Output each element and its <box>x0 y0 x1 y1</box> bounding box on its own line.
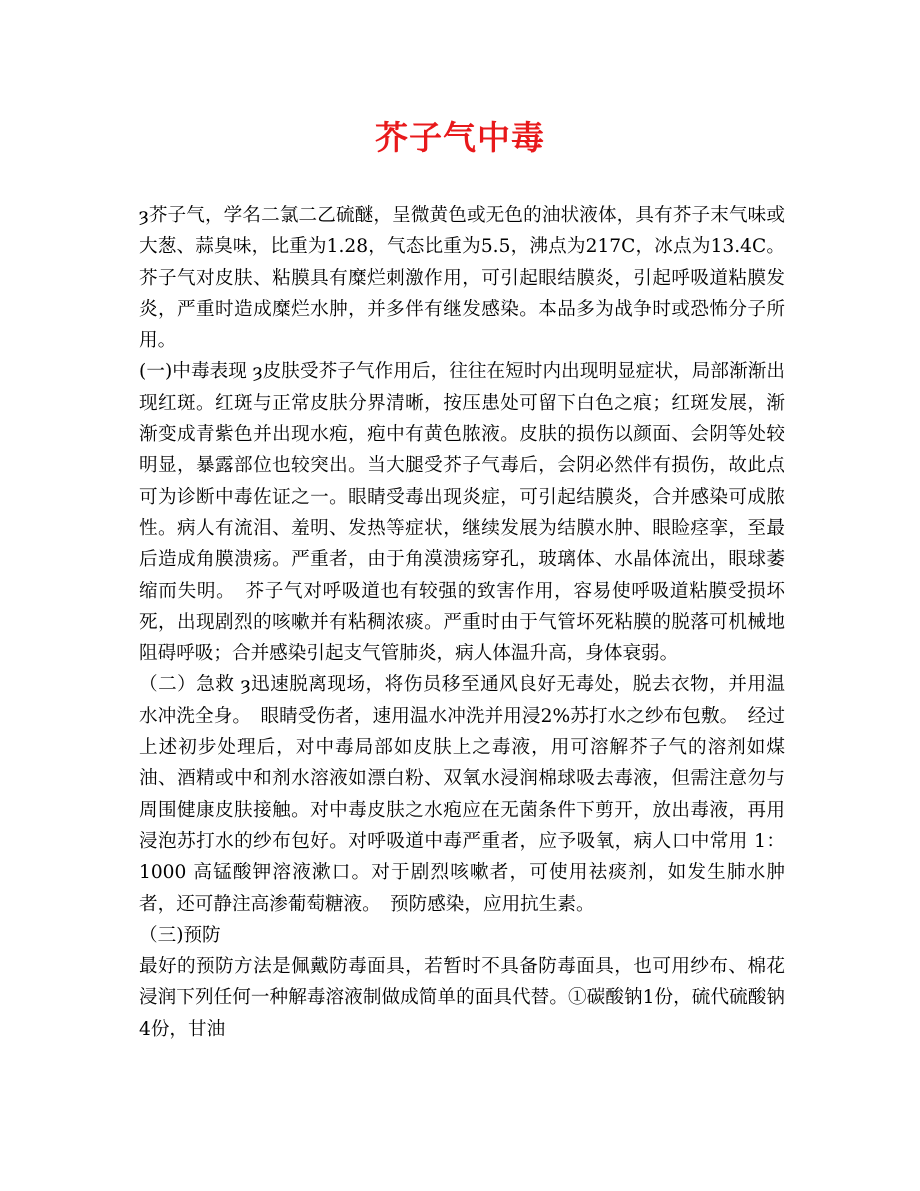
document-title: 芥子气中毒 <box>375 118 545 157</box>
document-body <box>139 200 785 1045</box>
paragraph-intro: ȝ芥子气，学名二氯二乙硫醚，呈微黄色或无色的油状液体，具有芥子末气味或大葱、蒜臭味，比重为1.28，气态比重为5.5，沸点为217C，冰点为13.4C。芥子气对皮肤、粘膜具有糜烂刺激作用，可引起眼结膜炎，引起呼吸道粘膜发炎，严重时造成糜烂水肿，并多伴有继发感染。本品多为战争时或恐怖分子所用。 <box>139 205 785 352</box>
section-heading-prevention: （三)预防 <box>139 924 221 946</box>
paragraph-prevention: 最好的预防方法是佩戴防毒面具，若暂时不具备防毒面具，也可用纱布、棉花浸润下列任何一种解毒溶液制做成简单的面具代替。①碳酸钠1份，硫代硫酸钠4份，甘油 <box>139 956 785 1040</box>
paragraph-symptoms: (一)中毒表现 ȝ皮肤受芥子气作用后，往往在短时内出现明显症状，局部渐渐出现红斑。红斑与正常皮肤分界清晰，按压患处可留下白色之痕；红斑发展，渐渐变成青紫色并出现水疱，疱中有黄色脓液。皮肤的损伤以颜面、会阴等处较明显，暴露部位也较突出。当大腿受芥子气毒后，会阴必然伴有损伤，故此点可为诊断中毒佐证之一。眼睛受毒出现炎症，可引起结膜炎，合并感染可成脓性。病人有流泪、羞明、发热等症状，继续发展为结膜水肿、眼睑痉挛，至最后造成角膜溃疡。严重者，由于角漠溃疡穿孔，玻璃体、水晶体流出，眼球萎缩而失明。 芥子气对呼吸道也有较强的致害作用，容易使呼吸道粘膜受损坏死，出现剧烈的咳嗽并有粘稠浓痰。严重时由于气管坏死粘膜的脱落可机械地阻碍呼吸；合并感染引起支气管肺炎，病人体温升高，身体衰弱。 <box>139 361 785 665</box>
paragraph-first-aid: （二）急救 ȝ迅速脱离现场，将伤员移至通风良好无毒处，脱去衣物，并用温水冲洗全身。 眼睛受伤者，速用温水冲洗并用浸2%苏打水之纱布包敷。 经过上述初步处理后，对中毒局部如皮肤上之毒液，用可溶解芥子气的溶剂如煤油、酒精或中和剂水溶液如漂白粉、双氧水浸润棉球吸去毒液，但需注意勿与周围健康皮肤接触。对中毒皮肤之水疱应在无菌条件下剪开，放出毒液，再用浸泡苏打水的纱布包好。对呼吸道中毒严重者，应予吸氧，病人口中常用 1：1000 高锰酸钾溶液漱口。对于剧烈咳嗽者，可使用祛痰剂，如发生肺水肿者，还可静注高渗葡萄糖液。 预防感染，应用抗生素。 <box>139 674 785 915</box>
